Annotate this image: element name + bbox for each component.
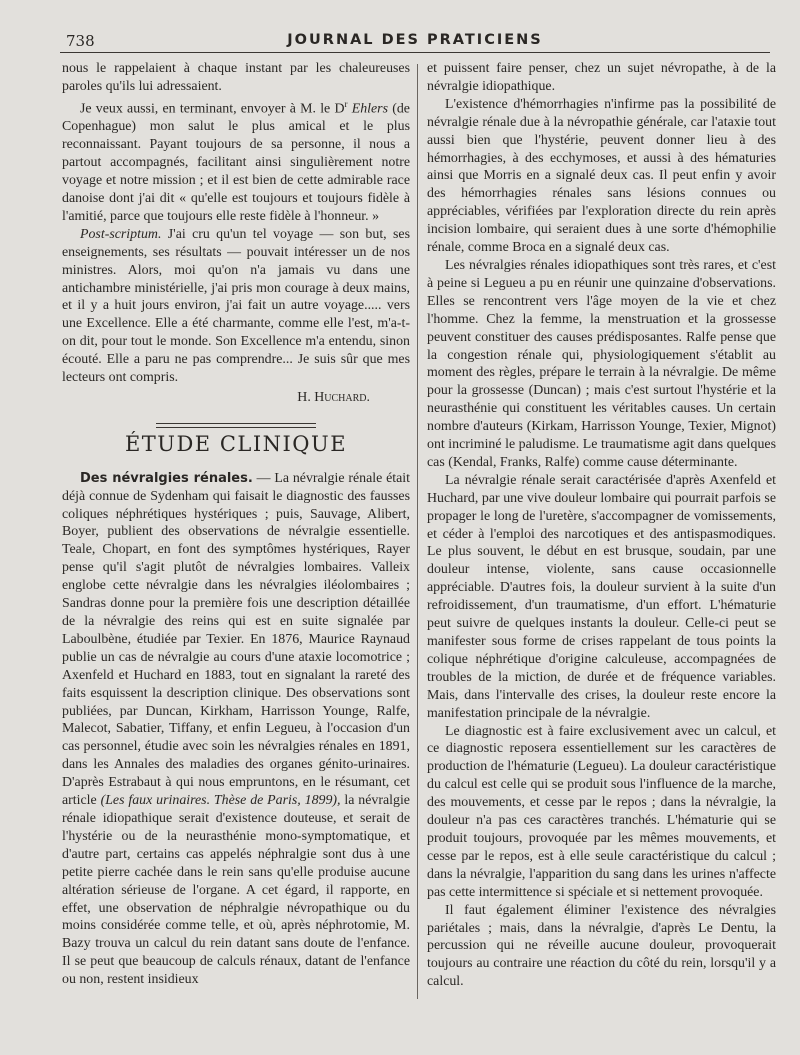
- superscript: r: [344, 98, 348, 109]
- postscript-paragraph: [62, 226, 410, 387]
- journal-title: JOURNAL DES PRATICIENS: [287, 32, 543, 48]
- text-run: Je veux aussi, en terminant, envoyer à M. le D: [80, 101, 345, 117]
- text-run: — La névralgie rénale était déjà connue de Sydenham qui faisait le diagnostic des fausses coliques néphrétiques hystériques ; puis, Sauvage, Alibert, Boyer, publient des observations de névralgie essentielle. Teale, Chopart, en font des symptômes hystériques, Rayer pense qu'il s'agit plutôt de névralgies lombaires. Valleix englobe cette névralgie dans les névralgies iléolombaires ; Sandras donne pour la première fois une description détaillée de la névralgie des reins qui est en suite signalée par Laboulbène, étudiée par Texier. En 1876, Maurice Raynaud publie un cas de névralgie au cours d'une ataxie locomotrice ; Axenfeld et Huchard en 1883, tout en signalant la rareté des faits esquissent la description clinique. Des observations sont publiées, par Duncan, Kirkham, Harrisson Younge, Ralfe, Malecot, Sabatier, Tiffany, et enfin Legueu, à l'occasion d'un cas personnel, étudie avec soin les névralgies rénales en 1891, dans les Annales des maladies des organes génito-urinaires. D'après Estrabaut à qui nous empruntons, en le résumant, cet article: [62, 470, 410, 809]
- article-title: Des névralgies rénales.: [80, 470, 253, 486]
- person-name: Ehlers: [351, 101, 388, 117]
- right-column: [427, 60, 776, 991]
- text-run: la névralgie rénale idiopathique serait d'existence douteuse, et serait de l'hystérie ou de la neurasthénie mono-symptomatique, et d'autre part, certains cas appelés néphralgie sont dus à une petite pierre cachée dans le rein sans qu'elle produise aucune altération sérieuse de l'organe. A cet égard, il rapporte, en effet, une observation de néphralgie névropathique ou du moins considérée comme telle, et où, après néphrotomie, M. Bazy trouva un calcul du rein datant sans doute de l'enfance. Il se peut que beaucoup de calculs rénaux, datant de l'enfance ou non, restent insidieux: [62, 793, 410, 988]
- left-column: [62, 60, 410, 989]
- paragraph-ehlers: [62, 96, 410, 226]
- column-rule: [417, 64, 418, 999]
- article-paragraph: [62, 470, 410, 989]
- postscript-text: J'ai cru qu'un tel voyage — son but, ses enseignements, ses résultats — pouvait intéresser un de nos ministres. Alors, moi qu'on n'a jamais vu dans une antichambre ministérielle, j'ai pris mon courage à deux mains, et il y a huit jours environ, j'ai fait un autre voyage..... vers une Excellence. Elle a été charmante, comme elle l'est, m'a-t-on dit, pour tout le monde. Son Excellence m'a entendu, sinon écouté. Elle a paru ne pas comprendre... Je suis sûr que mes lecteurs ont compris.: [62, 226, 410, 386]
- paragraph: Il faut également éliminer l'existence des névralgies pariétales ; mais, dans la névralgie, d'après Le Dentu, la percussion qui ne réveille aucune douleur, provoquerait toujours au contraire une réaction du côté du rein, lorsqu'il y a calcul.: [427, 902, 776, 990]
- paragraph: La névralgie rénale serait caractérisée d'après Axenfeld et Huchard, par une vive douleur lombaire qui pourrait parfois se propager le long de l'uretère, s'accompagner de vomissements, et céder à l'emploi des narcotiques et des antispasmodiques. Le plus souvent, le début en est brusque, soudain, par une douleur intense, violente, sans cause occasionnelle appréciable. D'autres fois, la douleur survient à la suite d'un refroidissement, d'un traumatisme, d'un effort. L'hématurie peut suivre de quelques instants la douleur. Celle-ci peut se manifester sous forme de crises rappelant de tous points la colique néphrétique d'origine calculeuse, accompagnées de troubles de la miction, de durée et de fréquence variables. Mais, dans l'intervalle des crises, la douleur reste encore la manifestation principale de la névralgie.: [427, 472, 776, 721]
- section-divider: [156, 423, 316, 428]
- paragraph: L'existence d'hémorrhagies n'infirme pas la possibilité de névralgie rénale due à la névropathie générale, car l'ataxie tout aussi bien que l'hystérie, peuvent donner lieu à des hémorrhagies, à des ecchymoses, et aussi à des hématuries ainsi que Morris en a signalé deux cas. Il peut enfin y avoir des hémorrhagies rénales sans lésions connues ou appréciables, vérifiées par l'exploration directe du rein après incision lombaire, qui seraient dues à une sorte d'hémophilie rénale, comme Broca en a signalé deux cas.: [427, 96, 776, 256]
- paragraph: nous le rappelaient à chaque instant par les chaleureuses paroles qu'ils lui adressaient.: [62, 61, 410, 94]
- citation: (Les faux urinaires. Thèse de Paris, 1899),: [100, 793, 341, 809]
- paragraph: et puissent faire penser, chez un sujet névropathe, à de la névralgie idiopathique.: [427, 61, 776, 94]
- signature: H. Huchard.: [297, 389, 370, 405]
- text-run: (de Copenhague) mon salut le plus amical et le plus reconnaissant. Payant toujours de sa personne, il nous a partout accompagnés, facilitant ainsi singulièrement notre voyage et notre mission ; et il est bien de cette admirable race danoise dont j'ai dit « qu'elle est toujours et toujours fidèle à l'amitié, parce que toujours elle reste fidèle à l'honneur. »: [62, 101, 410, 224]
- running-header: [60, 30, 770, 53]
- postscript-label: Post-scriptum.: [80, 226, 162, 242]
- paragraph: Les névralgies rénales idiopathiques sont très rares, et c'est à peine si Legueu a pu en réunir une quinzaine d'observations. Elles se rencontrent vers l'âge moyen de la vie et chez l'homme. Chez la femme, la menstruation et la grossesse peuvent constituer des causes prédisposantes. Ralfe pense que la congestion rénale qui, physiologiquement s'établit au moment des règles, prépare le terrain à la névralgie. De même pour la grossesse (Duncan) ; mais c'est surtout l'hystérie et la neurasthénie qui constituent les véritables causes. Un certain nombre d'auteurs (Kirkam, Harrisson Younge, Texier, Mignot) ont incriminé le paludisme. Le traumatisme agit dans quelques cas (Kendal, Franks, Ralfe) comme cause déterminante.: [427, 257, 776, 470]
- page-number: 738: [66, 32, 95, 50]
- section-title: ÉTUDE CLINIQUE: [124, 431, 348, 456]
- paragraph: Le diagnostic est à faire exclusivement avec un calcul, et ce diagnostic reposera essentiellement sur les caractères de production de l'hématurie (Legueu). La douleur caractéristique du calcul est celle qui se produit sous l'influence de la marche, des mouvements, et cesse par le repos ; dans la névralgie, la douleur n'a pas ces caractères tranchés. L'hématurie qui se produit toujours, provoquée par les mêmes mouvements, et cesse par le repos, est à elle seule caractéristique du calcul ; dans la névralgie, l'apparition du sang dans les urines n'affecte pas cette intermittence si spéciale et si nettement provoquée.: [427, 723, 776, 900]
